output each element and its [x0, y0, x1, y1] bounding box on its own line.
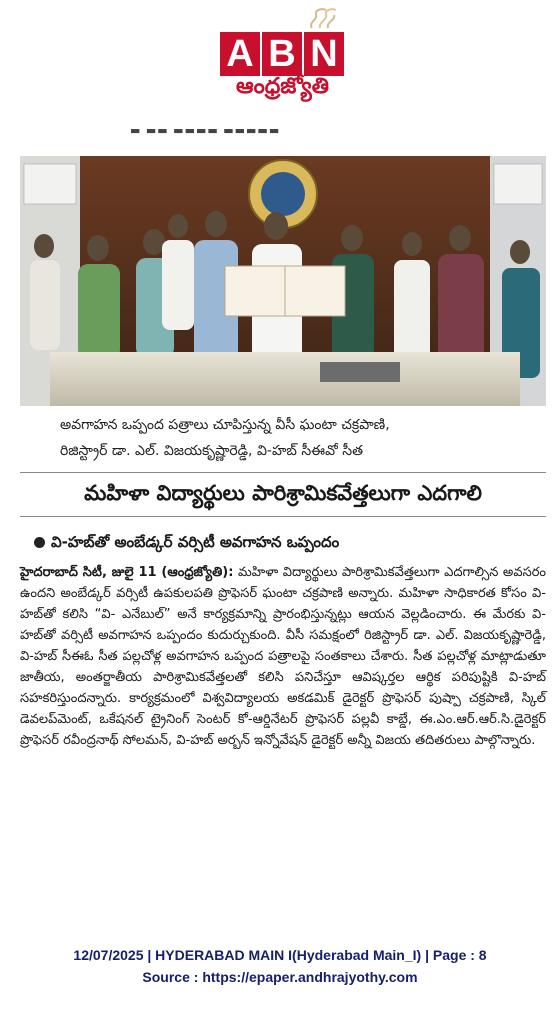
logo-subtitle: ఆంధ్రజ్యోతి — [236, 74, 329, 99]
subhead-text: వి-హబ్‌తో అంబేడ్కర్ వర్సిటీ అవగాహన ఒప్పందం — [51, 533, 340, 551]
page-footer — [0, 944, 560, 988]
article-subhead — [34, 530, 546, 554]
article-dateline: హైదరాబాద్ సిటీ, జులై 11 (ఆంధ్రజ్యోతి): — [20, 565, 234, 580]
bullet-icon — [34, 537, 45, 548]
steam-swirl-icon — [304, 6, 344, 32]
caption-line-2: రిజిస్ట్రార్ డా. ఎల్. విజయకృష్ణారెడ్డి, వి-హబ్ సీఈవో సీత — [60, 443, 363, 459]
news-photo — [20, 156, 546, 406]
photo-caption — [60, 412, 510, 464]
divider-top — [20, 472, 546, 473]
footer-source-line: Source : https://epaper.andhrajyothy.com — [142, 969, 418, 985]
article-body — [20, 562, 546, 751]
caption-line-1: అవగాహన ఒప్పంద పత్రాలు చూపిస్తున్న వీసీ ఘంటా చక్రపాణి, — [60, 417, 390, 433]
logo-letter-a: A — [220, 32, 260, 76]
divider-bottom — [20, 516, 546, 517]
footer-edition-line: 12/07/2025 | HYDERABAD MAIN I(Hyderabad Main_I) | Page : 8 — [73, 947, 487, 963]
logo-letter-b: B — [262, 32, 302, 76]
article-headline: మహిళా విద్యార్థులు పారిశ్రామికవేత్తలుగా ఎదగాలి — [84, 481, 482, 505]
news-clipping — [20, 118, 546, 938]
article-body-text: మహిళా విద్యార్థులు పారిశ్రామికవేత్తలుగా ఎదగాల్సిన అవసరం ఉందని అంబేడ్కర్ వర్సిటీ ఉపకులపతి ప్రొఫెసర్ ఘంటా చక్రపాణి అన్నారు. మహిళా సాధికారత కోసం వి-హబ్‌తో కలిసి “వి- ఎనేబుల్” అనే కార్యక్రమాన్ని ప్రారంభిస్తున్నట్లు ఆయన వెల్లడించారు. ఈ మేరకు వి-హబ్‌తో వర్సిటీ అవగాహన ఒప్పందం కుదుర్చుకుంది. వీసీ సమక్షంలో రిజిస్ట్రార్ డా. ఎల్. విజయకృష్ణారెడ్డి, వి-హబ్ సీఈఓ సీత పల్లచోళ్ల అవగాహన ఒప్పంద పత్రాలపై సంతకాలు చేశారు. సీత పల్లచోళ్ల మాట్లాడుతూ జాతీయ, అంతర్జాతీయ పారిశ్రామికవేత్తలతో కలిసి పనిచేస్తూ ఆవిష్కర్తల ఆర్థిక పరిపుష్టికి వి-హబ్ సహకరిస్తుందన్నారు. కార్యక్రమంలో విశ్వవిద్యాలయ అకడమిక్ డైరెక్టర్ ప్రొఫెసర్ పుష్పా చక్రపాణి, స్కిల్ డెవలప్‌మెంట్, ఒకేషనల్ ట్రైనింగ్ సెంటర్ కో-ఆర్డినేటర్ ప్రొఫెసర్ పల్లవీ కాబ్డే, ఈ.ఎం.ఆర్.ఆర్.సి.డైరెక్టర్ ప్రొఫెసర్ రవీంద్రనాథ్ సోలమన్, వి-హబ్ అర్బన్ ఇన్నోవేషన్ డైరెక్టర్ అన్నీ విజయ తదితరులు పాల్గొన్నారు. — [20, 565, 546, 748]
logo-letter-n: N — [304, 32, 344, 76]
cut-off-text: ▬ ▬▬ ▬▬▬▬ ▬▬▬▬▬ — [130, 124, 281, 137]
masthead-logo — [0, 6, 560, 106]
